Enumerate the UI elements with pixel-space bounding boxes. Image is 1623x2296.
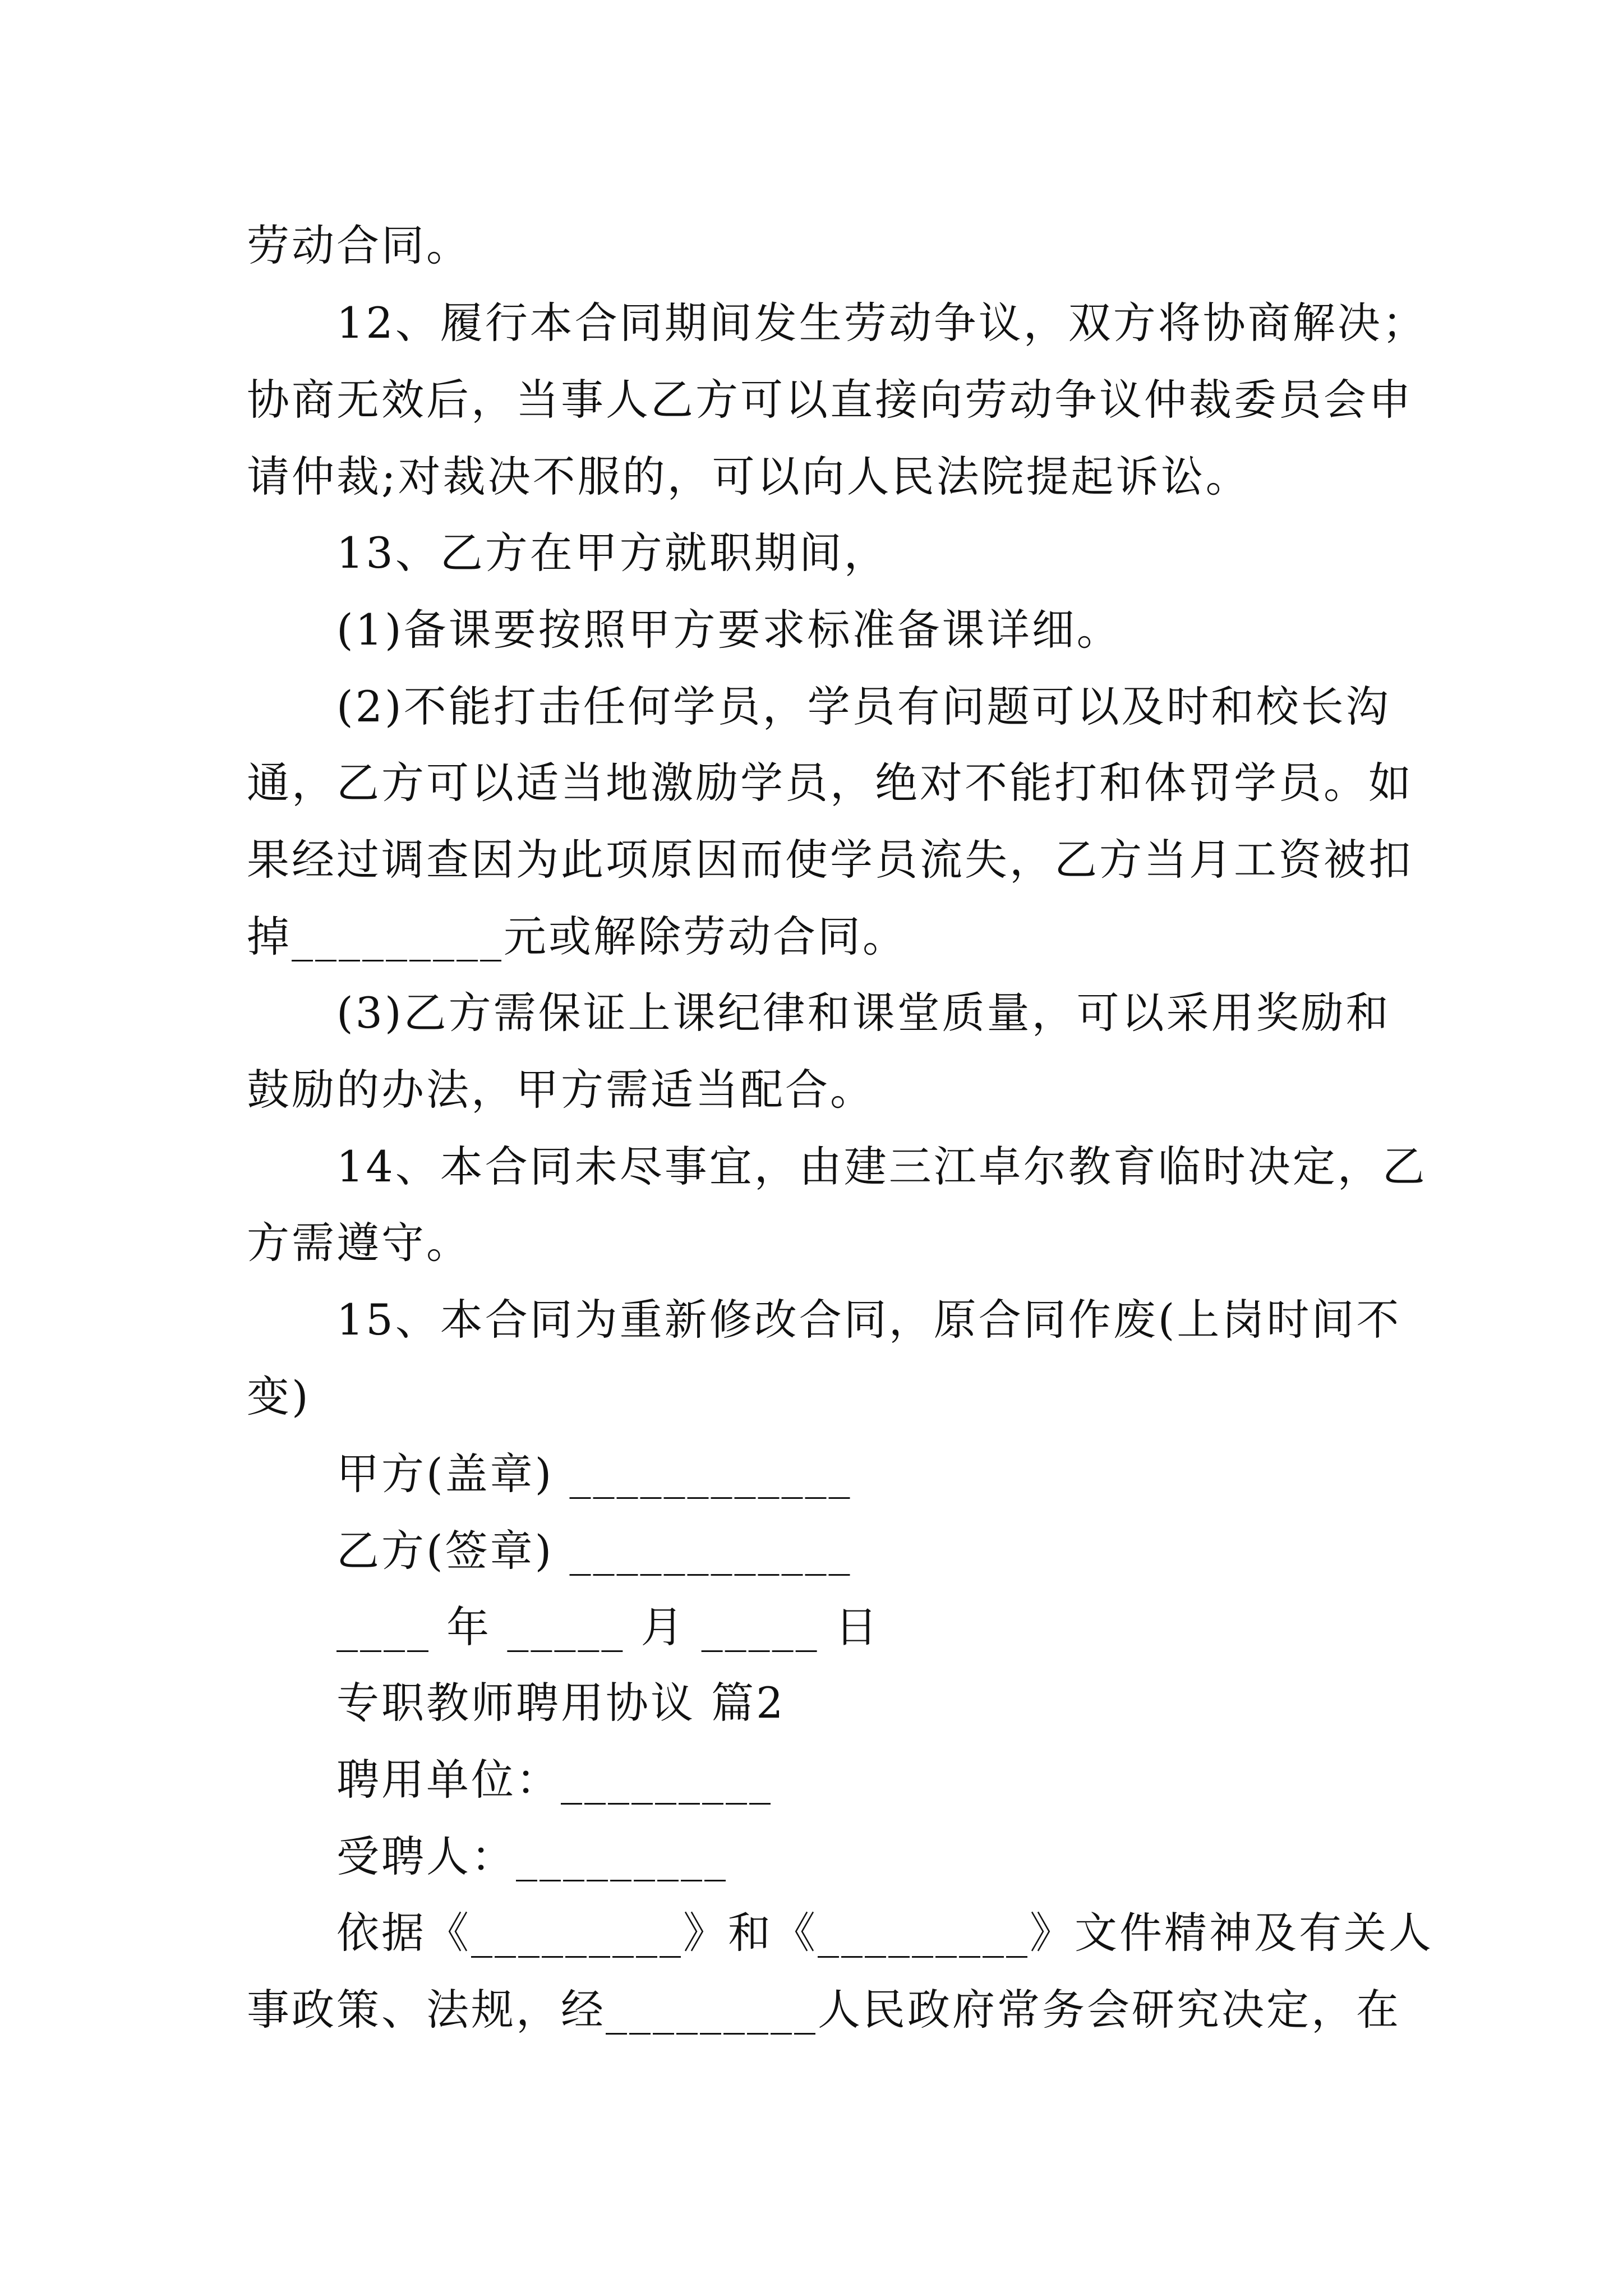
paragraph-line: 方需遵守。: [247, 1218, 471, 1268]
paragraph-line: 14、本合同未尽事宜，由建三江卓尔教育临时决定，乙: [336, 1142, 1427, 1191]
paragraph-line: (1)备课要按照甲方要求标准备课详细。: [336, 605, 1122, 655]
paragraph-line: 掉_________元或解除劳动合同。: [247, 912, 907, 961]
date-line: ____ 年 _____ 月 _____ 日: [336, 1602, 880, 1652]
paragraph-line: 鼓励的办法，甲方需适当配合。: [247, 1065, 875, 1115]
signature-line-party-a: 甲方(盖章) ____________: [336, 1449, 852, 1499]
paragraph-line: 依据《_________》和《_________》文件精神及有关人: [336, 1908, 1433, 1958]
paragraph-line: 事政策、法规，经_________人民政府常务会研究决定，在: [247, 1985, 1401, 2035]
section-heading: 专职教师聘用协议 篇2: [336, 1678, 786, 1728]
paragraph-line: 请仲裁;对裁决不服的，可以向人民法院提起诉讼。: [247, 452, 1251, 501]
paragraph-line: 劳动合同。: [247, 220, 471, 270]
paragraph-line: 通，乙方可以适当地激励学员，绝对不能打和体罚学员。如: [247, 758, 1413, 808]
paragraph-line: 变): [247, 1372, 311, 1421]
paragraph-line: (2)不能打击任何学员，学员有问题可以及时和校长沟: [336, 682, 1391, 731]
paragraph-line: 13、乙方在甲方就职期间，: [336, 528, 889, 578]
signature-line-party-b: 乙方(签章) ____________: [336, 1526, 852, 1576]
paragraph-line: 15、本合同为重新修改合同，原合同作废(上岗时间不: [336, 1295, 1401, 1345]
paragraph-line: 12、履行本合同期间发生劳动争议，双方将协商解决；: [336, 298, 1427, 348]
employee-line: 受聘人：_________: [336, 1832, 728, 1881]
paragraph-line: 果经过调查因为此项原因而使学员流失，乙方当月工资被扣: [247, 835, 1413, 885]
paragraph-line: (3)乙方需保证上课纪律和课堂质量，可以采用奖励和: [336, 988, 1391, 1038]
paragraph-line: 协商无效后，当事人乙方可以直接向劳动争议仲裁委员会申: [247, 375, 1413, 425]
employer-line: 聘用单位：_________: [336, 1755, 773, 1805]
